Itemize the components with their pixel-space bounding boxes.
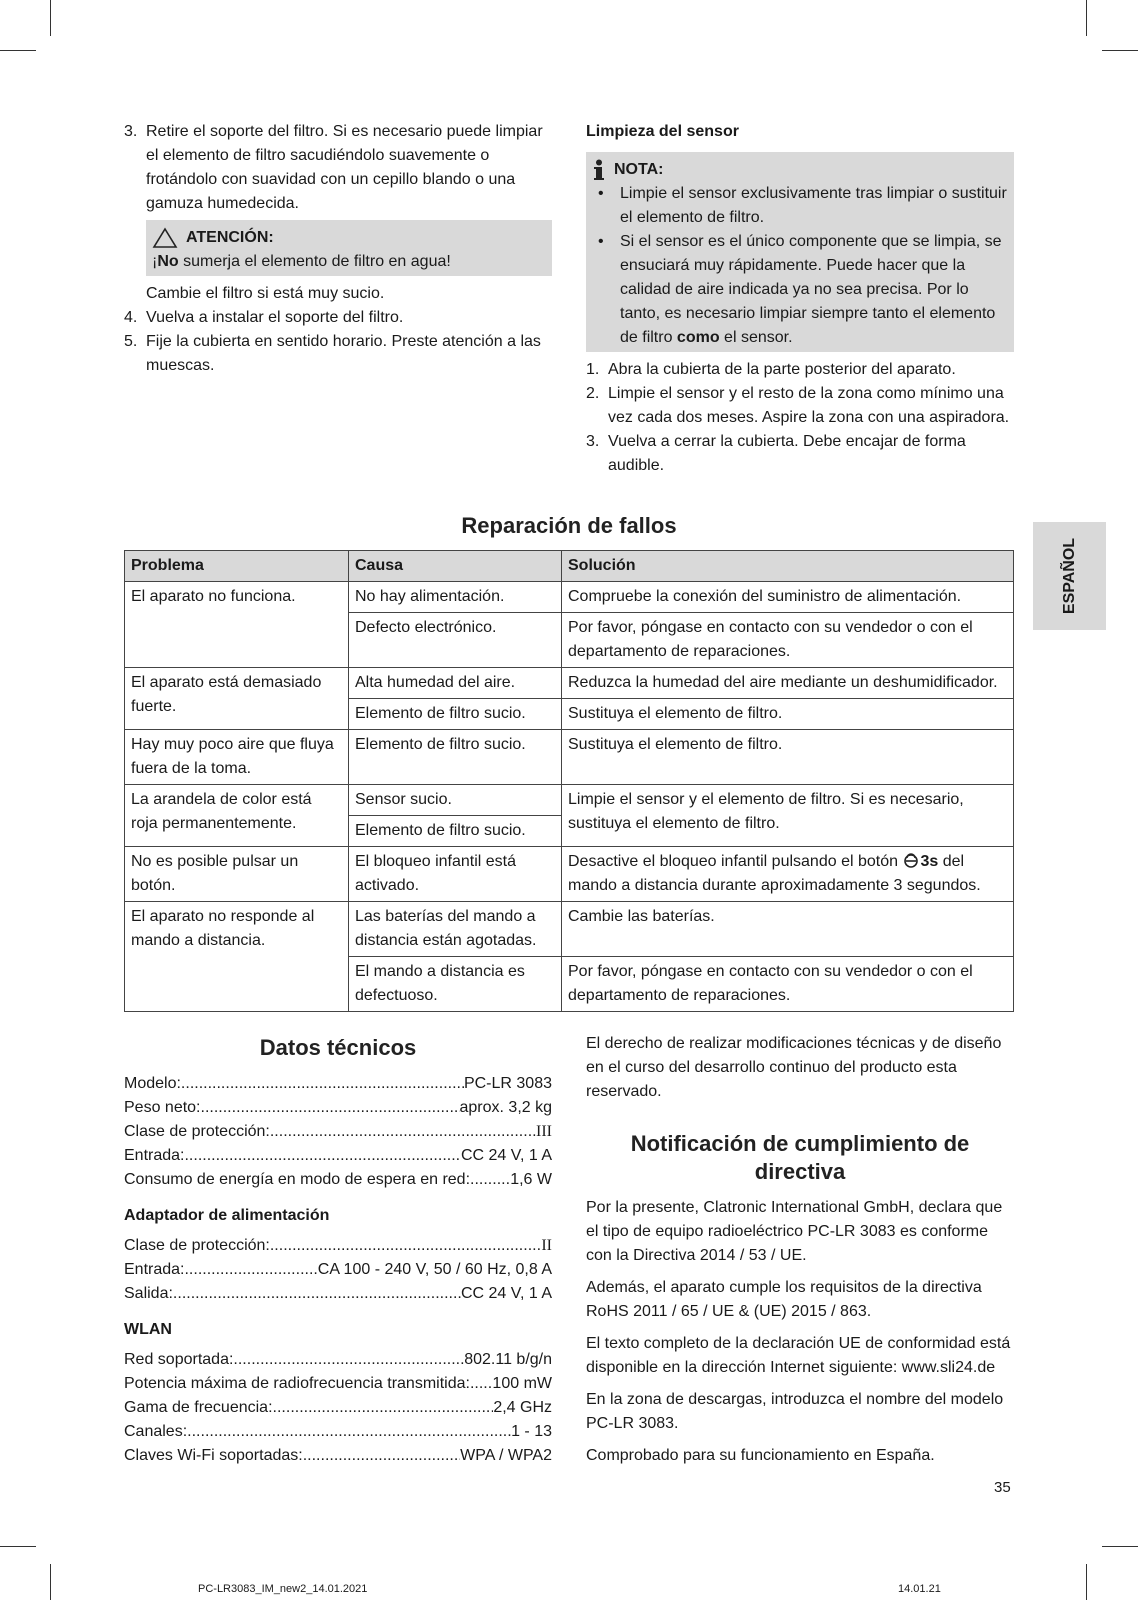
section-heading: Limpieza del sensor bbox=[586, 123, 739, 140]
section-title: Notificación de cumplimiento de directiva bbox=[630, 1131, 970, 1184]
paragraph: Comprobado para su funcionamiento en España. bbox=[586, 1447, 935, 1464]
step-text: Retire el soporte del filtro. Si es necesario puede limpiar el elemento de filtro sacudiéndolo suavemente o frotándolo con suavidad con un cepillo blando o una gamuza humedecida. bbox=[146, 123, 543, 212]
problem-cell: No es posible pulsar un botón. bbox=[125, 847, 349, 902]
solution-cell: Cambie las baterías. bbox=[562, 902, 1014, 957]
spec-row: Entrada: ..... CC 24 V, 1 A bbox=[124, 1144, 552, 1168]
attention-box bbox=[146, 220, 552, 276]
spec-row: Modelo: ..... PC-LR 3083 bbox=[124, 1072, 552, 1096]
list-item: 2. Limpie el sensor y el resto de la zona como mínimo una vez cada dos meses. Aspire la zona con una aspiradora. bbox=[586, 385, 1010, 426]
note-header bbox=[592, 158, 1008, 182]
spec-row: Potencia máxima de radiofrecuencia transmitida: ..... 100 mW bbox=[124, 1372, 552, 1396]
table-row bbox=[125, 902, 1014, 957]
table-row bbox=[125, 785, 1014, 816]
cause-cell: El mando a distancia es defectuoso. bbox=[349, 957, 562, 1012]
cause-cell: Elemento de filtro sucio. bbox=[349, 816, 562, 847]
note-label: NOTA: bbox=[614, 161, 664, 178]
sensor-cleaning bbox=[586, 120, 1014, 478]
footer-date: 14.01.21 bbox=[898, 1583, 941, 1595]
column-header: Problema bbox=[125, 551, 349, 582]
cause-cell: Defecto electrónico. bbox=[349, 613, 562, 668]
footer-filename: PC-LR3083_IM_new2_14.01.2021 bbox=[198, 1583, 368, 1595]
table-row bbox=[125, 582, 1014, 613]
crop-mark bbox=[0, 1546, 36, 1547]
tech-data-section bbox=[124, 1034, 552, 1468]
solution-cell: Limpie el sensor y el elemento de filtro. Si es necesario, sustituya el elemento de filtro. bbox=[562, 785, 1014, 847]
lock-icon bbox=[902, 852, 920, 868]
column-header: Causa bbox=[349, 551, 562, 582]
step-number: 4. bbox=[124, 309, 138, 326]
spec-row: Clase de protección: ..... II bbox=[124, 1234, 552, 1258]
spec-row: Entrada: ..... CA 100 - 240 V, 50 / 60 Hz, 0,8 A bbox=[124, 1258, 552, 1282]
spec-row: Claves Wi-Fi soportadas: ..... WPA / WPA2 bbox=[124, 1444, 552, 1468]
spec-row: Peso neto: ..... aprox. 3,2 kg bbox=[124, 1096, 552, 1120]
filter-instructions bbox=[124, 120, 552, 378]
spec-row: Consumo de energía en modo de espera en red: ..... 1,6 W bbox=[124, 1168, 552, 1192]
attention-header bbox=[152, 226, 546, 250]
page-title: Reparación de fallos bbox=[461, 513, 677, 538]
table-row bbox=[125, 847, 1014, 902]
problem-cell: El aparato no responde al mando a distancia. bbox=[125, 902, 349, 1012]
spec-row: Canales: ..... 1 - 13 bbox=[124, 1420, 552, 1444]
step-text: Vuelva a instalar el soporte del filtro. bbox=[146, 309, 404, 326]
section-heading: Adaptador de alimentación bbox=[124, 1207, 330, 1224]
cause-cell: Sensor sucio. bbox=[349, 785, 562, 816]
crop-mark bbox=[0, 50, 36, 51]
solution-cell: Sustituya el elemento de filtro. bbox=[562, 699, 1014, 730]
legal-section bbox=[586, 1032, 1014, 1476]
section-heading: WLAN bbox=[124, 1321, 172, 1338]
warning-triangle-icon bbox=[152, 227, 178, 249]
list-item bbox=[124, 330, 552, 378]
spec-row: Salida: ..... CC 24 V, 1 A bbox=[124, 1282, 552, 1306]
cause-cell: Elemento de filtro sucio. bbox=[349, 730, 562, 785]
list-item: 3. Vuelva a cerrar la cubierta. Debe encajar de forma audible. bbox=[586, 433, 966, 474]
change-filter-note: Cambie el filtro si está muy sucio. bbox=[146, 285, 385, 302]
rights-notice: El derecho de realizar modificaciones técnicas y de diseño en el curso del desarrollo continuo del producto esta reservado. bbox=[586, 1035, 1002, 1100]
list-item: • Limpie el sensor exclusivamente tras limpiar o sustituir el elemento de filtro. bbox=[598, 185, 1007, 226]
spec-row: Gama de frecuencia: ..... 2,4 GHz bbox=[124, 1396, 552, 1420]
list-item bbox=[124, 306, 552, 330]
solution-cell: Por favor, póngase en contacto con su vendedor o con el departamento de reparaciones. bbox=[562, 957, 1014, 1012]
paragraph: Además, el aparato cumple los requisitos de la directiva RoHS 2011 / 65 / UE & (UE) 2015 / 863. bbox=[586, 1279, 982, 1320]
button-label: 3s bbox=[920, 853, 939, 870]
column-header: Solución bbox=[562, 551, 1014, 582]
crop-mark bbox=[1102, 1546, 1138, 1547]
list-item: 1. Abra la cubierta de la parte posterior del aparato. bbox=[586, 361, 956, 378]
step-number: 3. bbox=[124, 123, 138, 140]
table-header-row bbox=[125, 551, 1014, 582]
cause-cell: El bloqueo infantil está activado. bbox=[349, 847, 562, 902]
crop-mark bbox=[1086, 1564, 1087, 1600]
language-label: ESPAÑOL bbox=[1060, 537, 1078, 615]
table-row bbox=[125, 730, 1014, 785]
solution-cell: Por favor, póngase en contacto con su vendedor o con el departamento de reparaciones. bbox=[562, 613, 1014, 668]
cause-cell: Elemento de filtro sucio. bbox=[349, 699, 562, 730]
problem-cell: El aparato está demasiado fuerte. bbox=[125, 668, 349, 730]
list-item: • Si el sensor es el único componente que se limpia, se ensuciará muy rápidamente. Puede hacer que la calidad de aire indicada ya no sea precisa. Por lo tanto, es necesario limpiar siempre tanto el elemento de filtro como el sensor. bbox=[598, 233, 1002, 346]
problem-cell: La arandela de color está roja permanentemente. bbox=[125, 785, 349, 847]
step-number: 5. bbox=[124, 333, 138, 350]
solution-cell: Desactive el bloqueo infantil pulsando el botón 3s del mando a distancia durante aproximadamente 3 segundos. bbox=[562, 847, 1014, 902]
solution-cell: Compruebe la conexión del suministro de alimentación. bbox=[562, 582, 1014, 613]
info-icon bbox=[592, 159, 606, 181]
crop-mark bbox=[50, 1564, 51, 1600]
cause-cell: No hay alimentación. bbox=[349, 582, 562, 613]
note-box bbox=[586, 152, 1014, 352]
list-item bbox=[124, 120, 552, 216]
table-row bbox=[125, 668, 1014, 699]
solution-cell: Reduzca la humedad del aire mediante un deshumidificador. bbox=[562, 668, 1014, 699]
problem-cell: Hay muy poco aire que fluya fuera de la toma. bbox=[125, 730, 349, 785]
cause-cell: Las baterías del mando a distancia están agotadas. bbox=[349, 902, 562, 957]
crop-mark bbox=[50, 0, 51, 36]
attention-text: ¡No sumerja el elemento de filtro en agua! bbox=[152, 253, 451, 270]
solution-cell: Sustituya el elemento de filtro. bbox=[562, 730, 1014, 785]
cause-cell: Alta humedad del aire. bbox=[349, 668, 562, 699]
troubleshooting-section bbox=[124, 512, 1014, 1012]
crop-mark bbox=[1086, 0, 1087, 36]
spec-row: Red soportada: ..... 802.11 b/g/n bbox=[124, 1348, 552, 1372]
language-tab bbox=[1033, 522, 1106, 630]
attention-label: ATENCIÓN: bbox=[186, 229, 274, 246]
troubleshooting-table bbox=[124, 550, 1014, 1012]
page-number: 35 bbox=[994, 1479, 1011, 1496]
paragraph: Por la presente, Clatronic International GmbH, declara que el tipo de equipo radioeléctrico PC-LR 3083 es conforme con la Directiva 2014 / 53 / UE. bbox=[586, 1199, 1003, 1264]
spec-row: Clase de protección: ..... III bbox=[124, 1120, 552, 1144]
section-title: Datos técnicos bbox=[259, 1035, 417, 1060]
paragraph: En la zona de descargas, introduzca el nombre del modelo PC-LR 3083. bbox=[586, 1391, 1004, 1432]
paragraph: El texto completo de la declaración UE de conformidad está disponible en la dirección Internet siguiente: www.sli24.de bbox=[586, 1335, 1011, 1376]
step-text: Fije la cubierta en sentido horario. Preste atención a las muescas. bbox=[146, 333, 541, 374]
crop-mark bbox=[1102, 50, 1138, 51]
sensor-steps bbox=[586, 358, 1014, 478]
problem-cell: El aparato no funciona. bbox=[125, 582, 349, 668]
